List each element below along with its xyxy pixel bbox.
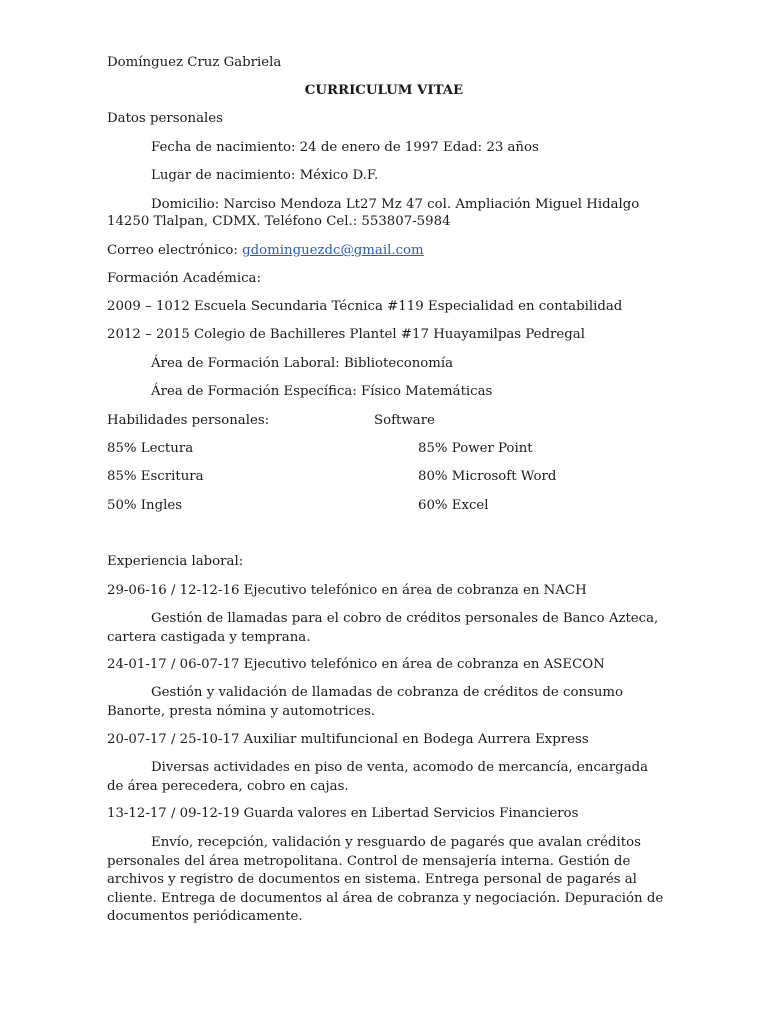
education-heading: Formación Académica: bbox=[107, 271, 261, 286]
document-title: CURRICULUM VITAE bbox=[304, 83, 464, 98]
skill-item: 85% Escritura bbox=[107, 469, 204, 484]
education-area: Área de Formación Específica: Físico Matemáticas bbox=[151, 384, 493, 399]
education-area: Área de Formación Laboral: Biblioteconomía bbox=[151, 356, 454, 371]
job-description: Envío, recepción, validación y resguardo de pagarés que avalan créditos personales del área metropolitana. Control de mensajería interna. Gestión de archivos y registro de documentos en sistema. Entrega personal de pagarés al cliente. Entrega de documentos al área de cobranza y negociación. Depuración de documentos periódicamente. bbox=[107, 835, 664, 924]
experience-heading: Experiencia laboral: bbox=[107, 554, 244, 569]
software-item: 85% Power Point bbox=[418, 441, 533, 456]
software-heading: Software bbox=[374, 413, 435, 428]
job-title: 20-07-17 / 25-10-17 Auxiliar multifuncional en Bodega Aurrera Express bbox=[107, 732, 589, 747]
education-item: 2012 – 2015 Colegio de Bachilleres Plantel #17 Huayamilpas Pedregal bbox=[107, 327, 585, 342]
education-item: 2009 – 1012 Escuela Secundaria Técnica #119 Especialidad en contabilidad bbox=[107, 299, 623, 314]
job-title: 13-12-17 / 09-12-19 Guarda valores en Libertad Servicios Financieros bbox=[107, 806, 579, 821]
skill-item: 85% Lectura bbox=[107, 441, 194, 456]
email-line bbox=[107, 242, 424, 260]
skills-heading: Habilidades personales: bbox=[107, 413, 270, 428]
job-title: 24-01-17 / 06-07-17 Ejecutivo telefónico en área de cobranza en ASECON bbox=[107, 657, 605, 672]
software-item: 60% Excel bbox=[418, 498, 489, 513]
job-title: 29-06-16 / 12-12-16 Ejecutivo telefónico en área de cobranza en NACH bbox=[107, 583, 587, 598]
skill-item: 50% Ingles bbox=[107, 498, 183, 513]
email-label: Correo electrónico: bbox=[107, 243, 243, 258]
software-item: 80% Microsoft Word bbox=[418, 469, 557, 484]
author-name: Domínguez Cruz Gabriela bbox=[107, 55, 282, 70]
address-line-2: 14250 Tlalpan, CDMX. Teléfono Cel.: 553807-5984 bbox=[107, 214, 451, 229]
job-description: Gestión y validación de llamadas de cobranza de créditos de consumo Banorte, presta nómina y automotrices. bbox=[107, 685, 624, 719]
job-description: Diversas actividades en piso de venta, acomodo de mercancía, encargada de área perecedera, cobro en cajas. bbox=[107, 760, 649, 794]
email-link[interactable]: gdominguezdc@gmail.com bbox=[242, 243, 424, 258]
birth-date: Fecha de nacimiento: 24 de enero de 1997 Edad: 23 años bbox=[151, 140, 539, 155]
birth-place: Lugar de nacimiento: México D.F. bbox=[151, 168, 379, 183]
address-line-1: Domicilio: Narciso Mendoza Lt27 Mz 47 col. Ampliación Miguel Hidalgo bbox=[151, 197, 640, 212]
personal-heading: Datos personales bbox=[107, 111, 223, 126]
job-description: Gestión de llamadas para el cobro de créditos personales de Banco Azteca, cartera castigada y temprana. bbox=[107, 611, 659, 645]
